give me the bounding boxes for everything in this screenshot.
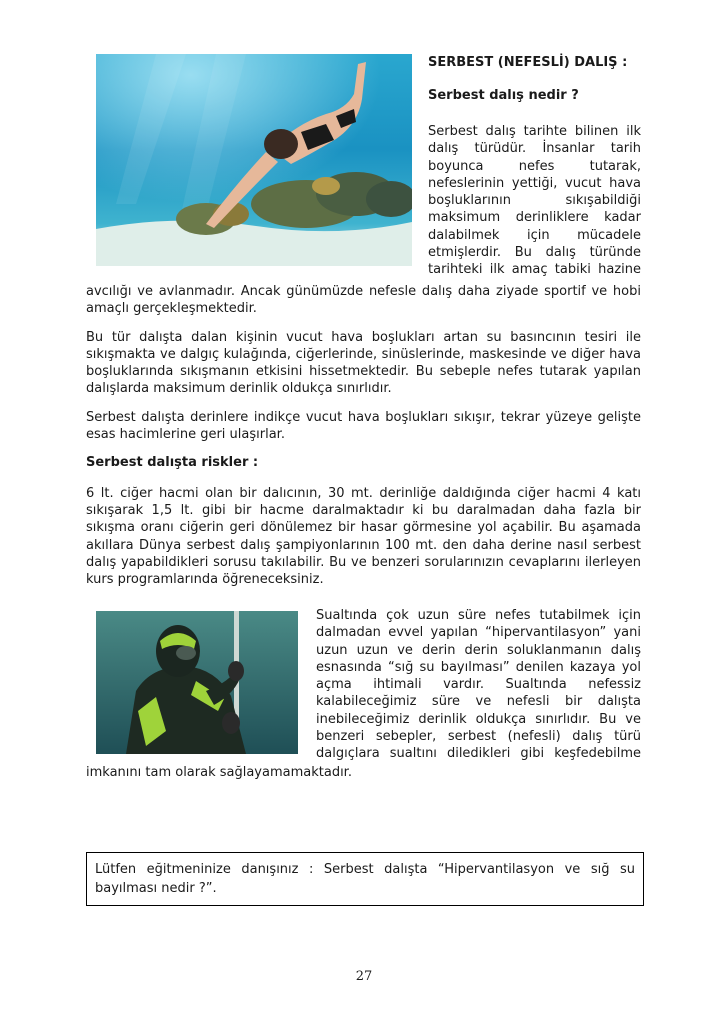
hyper-line: dalmadan evvel yapılan “hipervantilasyon” yani [316, 625, 641, 641]
hyper-line: kalabileceğimiz süre ve nefesli bir dalışta [316, 694, 641, 710]
hyper-line: benzeri sebepler, serbest (nefesli) dalış türü [316, 729, 641, 745]
risks-heading: Serbest dalışta riskler : [86, 455, 259, 471]
instructor-note-text: Lütfen eğitmeninize danışınız : Serbest dalışta “Hipervantilasyon ve sığ su bayılması nedir ?”. [95, 862, 635, 896]
intro-continuation: avcılığı ve avlanmadır. Ancak günümüzde nefesle dalış daha ziyade sportif ve hobi amaçlı gerçekleşmektedir. [86, 284, 641, 317]
freediver-illustration [96, 54, 412, 266]
hyper-lines [316, 607, 641, 763]
intro-line: etmişlerdir. Bu dalış türünde [428, 245, 641, 261]
intro-line: boyunca nefes tutarak, [428, 158, 641, 174]
page-number: 27 [355, 969, 373, 984]
instructor-note-box [86, 852, 644, 906]
hyper-line: esnasında “sığ su bayılması” denilen kazaya yol [316, 659, 641, 675]
wetsuit-diver-photo [96, 611, 298, 754]
section-subheading: Serbest dalış nedir ? [428, 88, 579, 103]
intro-line: maksimum derinliklere kadar [428, 210, 641, 226]
paragraph-ascent: Serbest dalışta derinlere indikçe vucut hava boşlukları sıkışır, tekrar yüzeye gelişte esas hacimlerine geri ulaşırlar. [86, 409, 641, 443]
freediver-photo [96, 54, 412, 266]
hyper-line: uzun uzun ve derin derin soluklanmanın dalış [316, 642, 641, 658]
intro-line: tarihteki ilk amaç tabiki hazine [428, 262, 641, 278]
hyper-line: inebileceğimiz derinlik oldukça sınırlıdır. Bu ve [316, 711, 641, 727]
section-heading: SERBEST (NEFESLİ) DALIŞ : [428, 55, 628, 70]
intro-line: dalış türüdür. İnsanlar tarih [428, 141, 641, 157]
intro-line: Serbest dalış tarihte bilinen ilk [428, 124, 641, 139]
intro-line: nefeslerinin yettiği, vucut hava [428, 175, 641, 191]
hyper-continuation: imkanını tam olarak sağlayamamaktadır. [86, 765, 352, 780]
hyper-line: dalgıçlara sualtını diledikleri gibi keşfedebilme [316, 746, 641, 762]
hyper-line: açma ihtimali vardır. Sualtında nefessiz [316, 677, 641, 693]
hyperventilation-column [316, 607, 641, 763]
wetsuit-diver-illustration [96, 611, 298, 754]
body-text [86, 283, 641, 588]
intro-line: boşluklarının sıkışabildiği [428, 193, 641, 209]
intro-line: dalabilmek için mücadele [428, 227, 641, 243]
hyper-continuation-block [86, 764, 641, 781]
intro-lines [428, 123, 641, 279]
hyper-line: Sualtında çok uzun süre nefes tutabilmek için [316, 608, 641, 623]
paragraph-pressure: Bu tür dalışta dalan kişinin vucut hava boşlukları artan su basıncının tesiri ile sıkışmakta ve dalgıç kulağında, ciğerlerinde, sinüslerinde, maskesinde ve diğer hava boşluklarında sıkışmanın etkisini hissetmektedir. Bu sebeple nefes tutarak yapılan dalışlarda maksimum derinlik oldukça sınırlıdır. [86, 329, 641, 397]
intro-column [428, 54, 641, 279]
paragraph-risks: 6 lt. ciğer hacmi olan bir dalıcının, 30 mt. derinliğe daldığında ciğer hacmi 4 katı sıkışarak 1,5 lt. gibi bir hacme daralmaktadır ki bu daralmadan daha fazla bir sıkışma oranı ciğerin geri dönülemez bir hasar görmesine yol açabilir. Bu aşamada akıllara Dünya serbest dalış şampiyonlarının 100 mt. den daha derine nasıl serbest dalış yapabildikleri sorusu takılabilir. Bu ve benzeri sorularınızın cevaplarını ilerleyen kurs programlarında öğreneceksiniz. [86, 485, 641, 588]
